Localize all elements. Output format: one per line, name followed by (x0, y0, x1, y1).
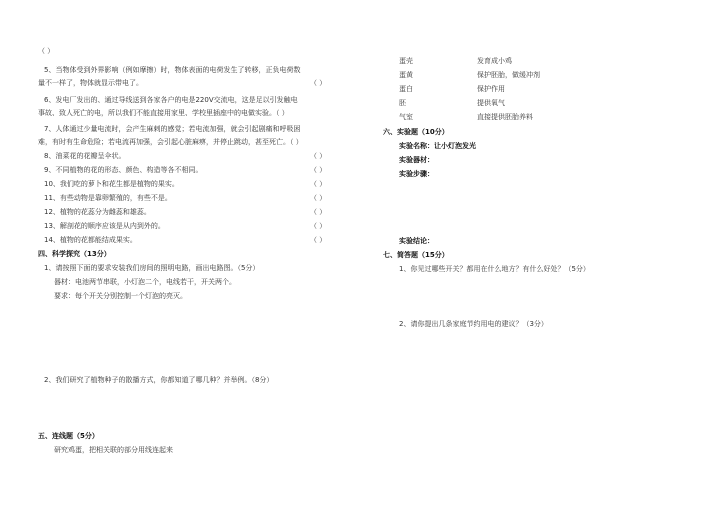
egg-function-5: 直接提供胚胎养料 (477, 113, 533, 121)
egg-part-white: 蛋白 (399, 85, 413, 93)
egg-function-4: 提供氧气 (477, 99, 505, 107)
question-8-answer-paren: （ ） (310, 152, 327, 160)
experiment-name: 实验名称：让小灯泡发光 (399, 142, 476, 150)
section-4-title: 四、科学探究（13分） (38, 250, 111, 258)
section-7-question-1: 1、你见过哪些开关？都用在什么地方？有什么好处？（5分） (399, 265, 590, 273)
question-14-answer-paren: （ ） (310, 236, 327, 244)
section-4-question-1: 1、请按照下面的要求安装我们房间的照明电路，画出电路图。（5分） (44, 264, 260, 272)
question-5-answer-paren: （ ） (310, 79, 327, 87)
section-4-question-1-materials: 器材：电池两节串联，小灯泡二个，电线若干，开关两个。 (54, 278, 236, 286)
section-6-title: 六、实验题（10分） (383, 128, 449, 136)
question-9-answer-paren: （ ） (310, 166, 327, 174)
section-4-question-2: 2、我们研究了植物种子的散播方式，你都知道了哪几种？并举例。（8分） (44, 376, 274, 384)
question-12: 12、植物的花蕊分为雌蕊和雄蕊。 (44, 208, 151, 216)
question-7-line-1: 7、人体通过少量电流时，会产生麻刺的感觉；若电流加强，就会引起剧痛和呼吸困 (44, 125, 301, 133)
egg-part-air-cell: 气室 (399, 113, 413, 121)
question-14: 14、植物的花都能结成果实。 (44, 236, 137, 244)
section-5-title: 五、连线题（5分） (38, 432, 99, 440)
question-5-line-1: 5、当物体受到外界影响（例如摩擦）时，物体表面的电荷发生了转移，正负电荷数 (44, 66, 301, 74)
section-7-title: 七、简答题（15分） (383, 251, 449, 259)
question-6-line-1: 6、发电厂发出的、通过导线送到各家各户的电是220V交流电，这是足以引发触电 (44, 96, 298, 104)
experiment-conclusion: 实验结论： (399, 237, 434, 245)
question-7-line-2: 难，有时有生命危险；若电流再加强，会引起心脏麻痹，并停止跳动，甚至死亡。（ ） (38, 138, 303, 146)
egg-part-shell: 蛋壳 (399, 57, 413, 65)
question-12-answer-paren: （ ） (310, 208, 327, 216)
question-6-line-2: 事故、致人死亡的电，所以我们不能直接用家里、学校里插座中的电做实验。（ ） (38, 109, 289, 117)
egg-part-yolk: 蛋黄 (399, 71, 413, 79)
section-5-description: 研究鸡蛋，把相关联的部分用线连起来 (54, 446, 173, 454)
experiment-steps: 实验步骤： (399, 170, 434, 178)
question-11: 11、有些动物是靠卵繁殖的，有些不是。 (44, 194, 172, 202)
section-4-question-1-requirement: 要求：每个开关分别控制一个灯泡的亮灭。 (54, 292, 187, 300)
question-10-answer-paren: （ ） (310, 180, 327, 188)
question-5-line-2: 量不一样了，物体就显示带电了。 (38, 79, 143, 87)
egg-function-3: 保护作用 (477, 85, 505, 93)
question-13: 13、解剖花的顺序应该是从内到外的。 (44, 222, 165, 230)
question-9: 9、不同植物的花的形态、颜色、构造等各不相同。 (44, 166, 203, 174)
question-13-answer-paren: （ ） (310, 222, 327, 230)
experiment-materials: 实验器材： (399, 156, 434, 164)
question-8: 8、油菜花的花瓣呈伞状。 (44, 152, 126, 160)
top-answer-paren: （ ） (38, 47, 55, 55)
question-10: 10、我们吃的萝卜和花生都是植物的果实。 (44, 180, 179, 188)
egg-function-2: 保护胚胎，做缓冲剂 (477, 71, 540, 79)
egg-function-1: 发育成小鸡 (477, 57, 512, 65)
section-7-question-2: 2、请你提出几条家庭节约用电的建议？（3分） (399, 320, 548, 328)
question-11-answer-paren: （ ） (310, 194, 327, 202)
egg-part-embryo: 胚 (399, 99, 406, 107)
